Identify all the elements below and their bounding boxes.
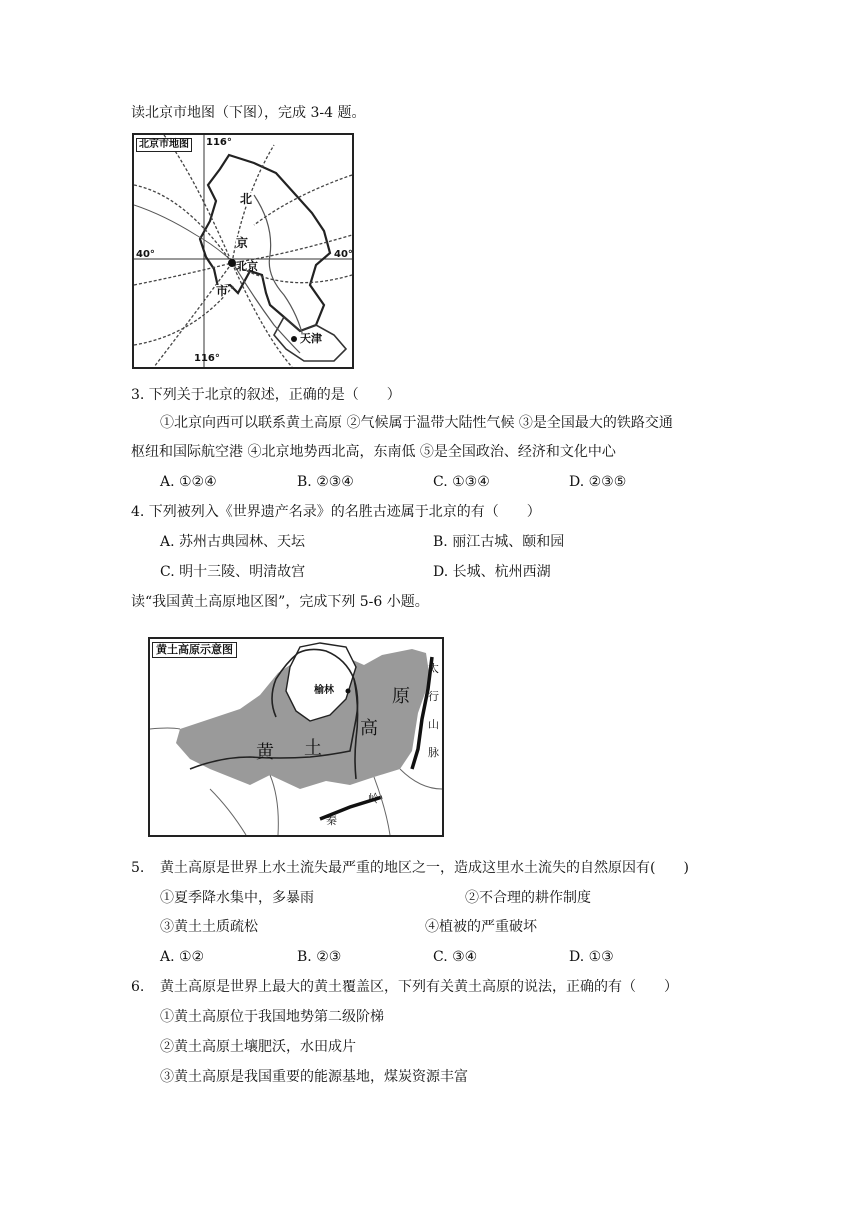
map-char-hang: 行: [428, 690, 439, 703]
question-3-option-a: A. ①②④: [160, 474, 217, 490]
question-6-option-1: ①黄土高原位于我国地势第二级阶梯: [160, 1009, 384, 1025]
question-4-option-b: B. 丽江古城、颐和园: [433, 534, 565, 550]
map-char-ling: 岭: [368, 792, 379, 805]
map-char-shan: 山: [428, 718, 439, 731]
intro-text-2: 读“我国黄土高原地区图”，完成下列 5-6 小题。: [131, 594, 429, 610]
latitude-label-left: 40°: [136, 249, 155, 260]
question-4-option-c: C. 明十三陵、明清故宫: [160, 564, 306, 580]
question-6-option-2: ②黄土高原土壤肥沃，水田成片: [160, 1039, 356, 1055]
question-5-stem: 黄土高原是世界上水土流失最严重的地区之一，造成这里水土流失的自然原因有( ): [160, 860, 689, 876]
question-5-option-2: ②不合理的耕作制度: [465, 890, 591, 906]
latitude-label-right: 40°: [334, 249, 353, 260]
loess-map-title: 黄土高原示意图: [152, 642, 237, 658]
beijing-map-title: 北京市地图: [136, 138, 192, 152]
longitude-label-bottom: 116°: [194, 353, 220, 364]
loess-plateau-map-graphic: [150, 639, 442, 835]
map-char-qin: 秦: [326, 814, 337, 827]
question-5-choice-c: C. ③④: [433, 949, 478, 965]
map-city-beijing: 北京: [236, 260, 258, 273]
question-3-option-d: D. ②③⑤: [569, 474, 627, 490]
map-label-yulin: 榆林: [314, 685, 334, 696]
longitude-label-top: 116°: [206, 137, 232, 148]
question-4-stem: 4. 下列被列入《世界遗产名录》的名胜古迹属于北京的有（ ）: [131, 504, 541, 520]
question-5-choice-d: D. ①③: [569, 949, 614, 965]
question-4-option-d: D. 长城、杭州西湖: [433, 564, 551, 580]
question-4-option-a: A. 苏州古典园林、天坛: [160, 534, 306, 550]
map-char-tu: 土: [304, 738, 322, 759]
map-char-yuan: 原: [392, 686, 410, 707]
question-3-option-c: C. ①③④: [433, 474, 490, 490]
map-char-bei: 北: [240, 192, 253, 206]
map-char-mai: 脉: [428, 746, 439, 759]
map-char-huang: 黄: [256, 742, 274, 763]
question-6-option-3: ③黄土高原是我国重要的能源基地，煤炭资源丰富: [160, 1069, 468, 1085]
question-6-stem: 黄土高原是世界上最大的黄土覆盖区，下列有关黄土高原的说法，正确的有（ ）: [160, 979, 678, 995]
question-6-number: 6.: [131, 979, 145, 995]
question-5-option-1: ①夏季降水集中，多暴雨: [160, 890, 314, 906]
map-label-tianjin: 天津: [300, 332, 322, 345]
beijing-map: [132, 133, 354, 369]
question-3-stem: 3. 下列关于北京的叙述，正确的是（ ）: [131, 387, 401, 403]
question-5-option-3: ③黄土土质疏松: [160, 919, 258, 935]
question-3-line-2: 枢纽和国际航空港 ④北京地势西北高，东南低 ⑤是全国政治、经济和文化中心: [131, 444, 616, 460]
question-5-choice-b: B. ②③: [297, 949, 342, 965]
question-5-option-4: ④植被的严重破坏: [425, 919, 537, 935]
map-char-shi: 市: [216, 284, 229, 298]
intro-text-1: 读北京市地图（下图），完成 3-4 题。: [131, 105, 366, 121]
question-3-line-1: ①北京向西可以联系黄土高原 ②气候属于温带大陆性气候 ③是全国最大的铁路交通: [160, 415, 673, 431]
question-3-option-b: B. ②③④: [297, 474, 354, 490]
map-char-gao: 高: [360, 718, 378, 739]
loess-plateau-map: [148, 637, 444, 837]
question-5-choice-a: A. ①②: [160, 949, 205, 965]
map-char-jing: 京: [236, 236, 249, 250]
question-5-number: 5.: [131, 860, 145, 876]
map-char-tai: 太: [428, 662, 439, 675]
